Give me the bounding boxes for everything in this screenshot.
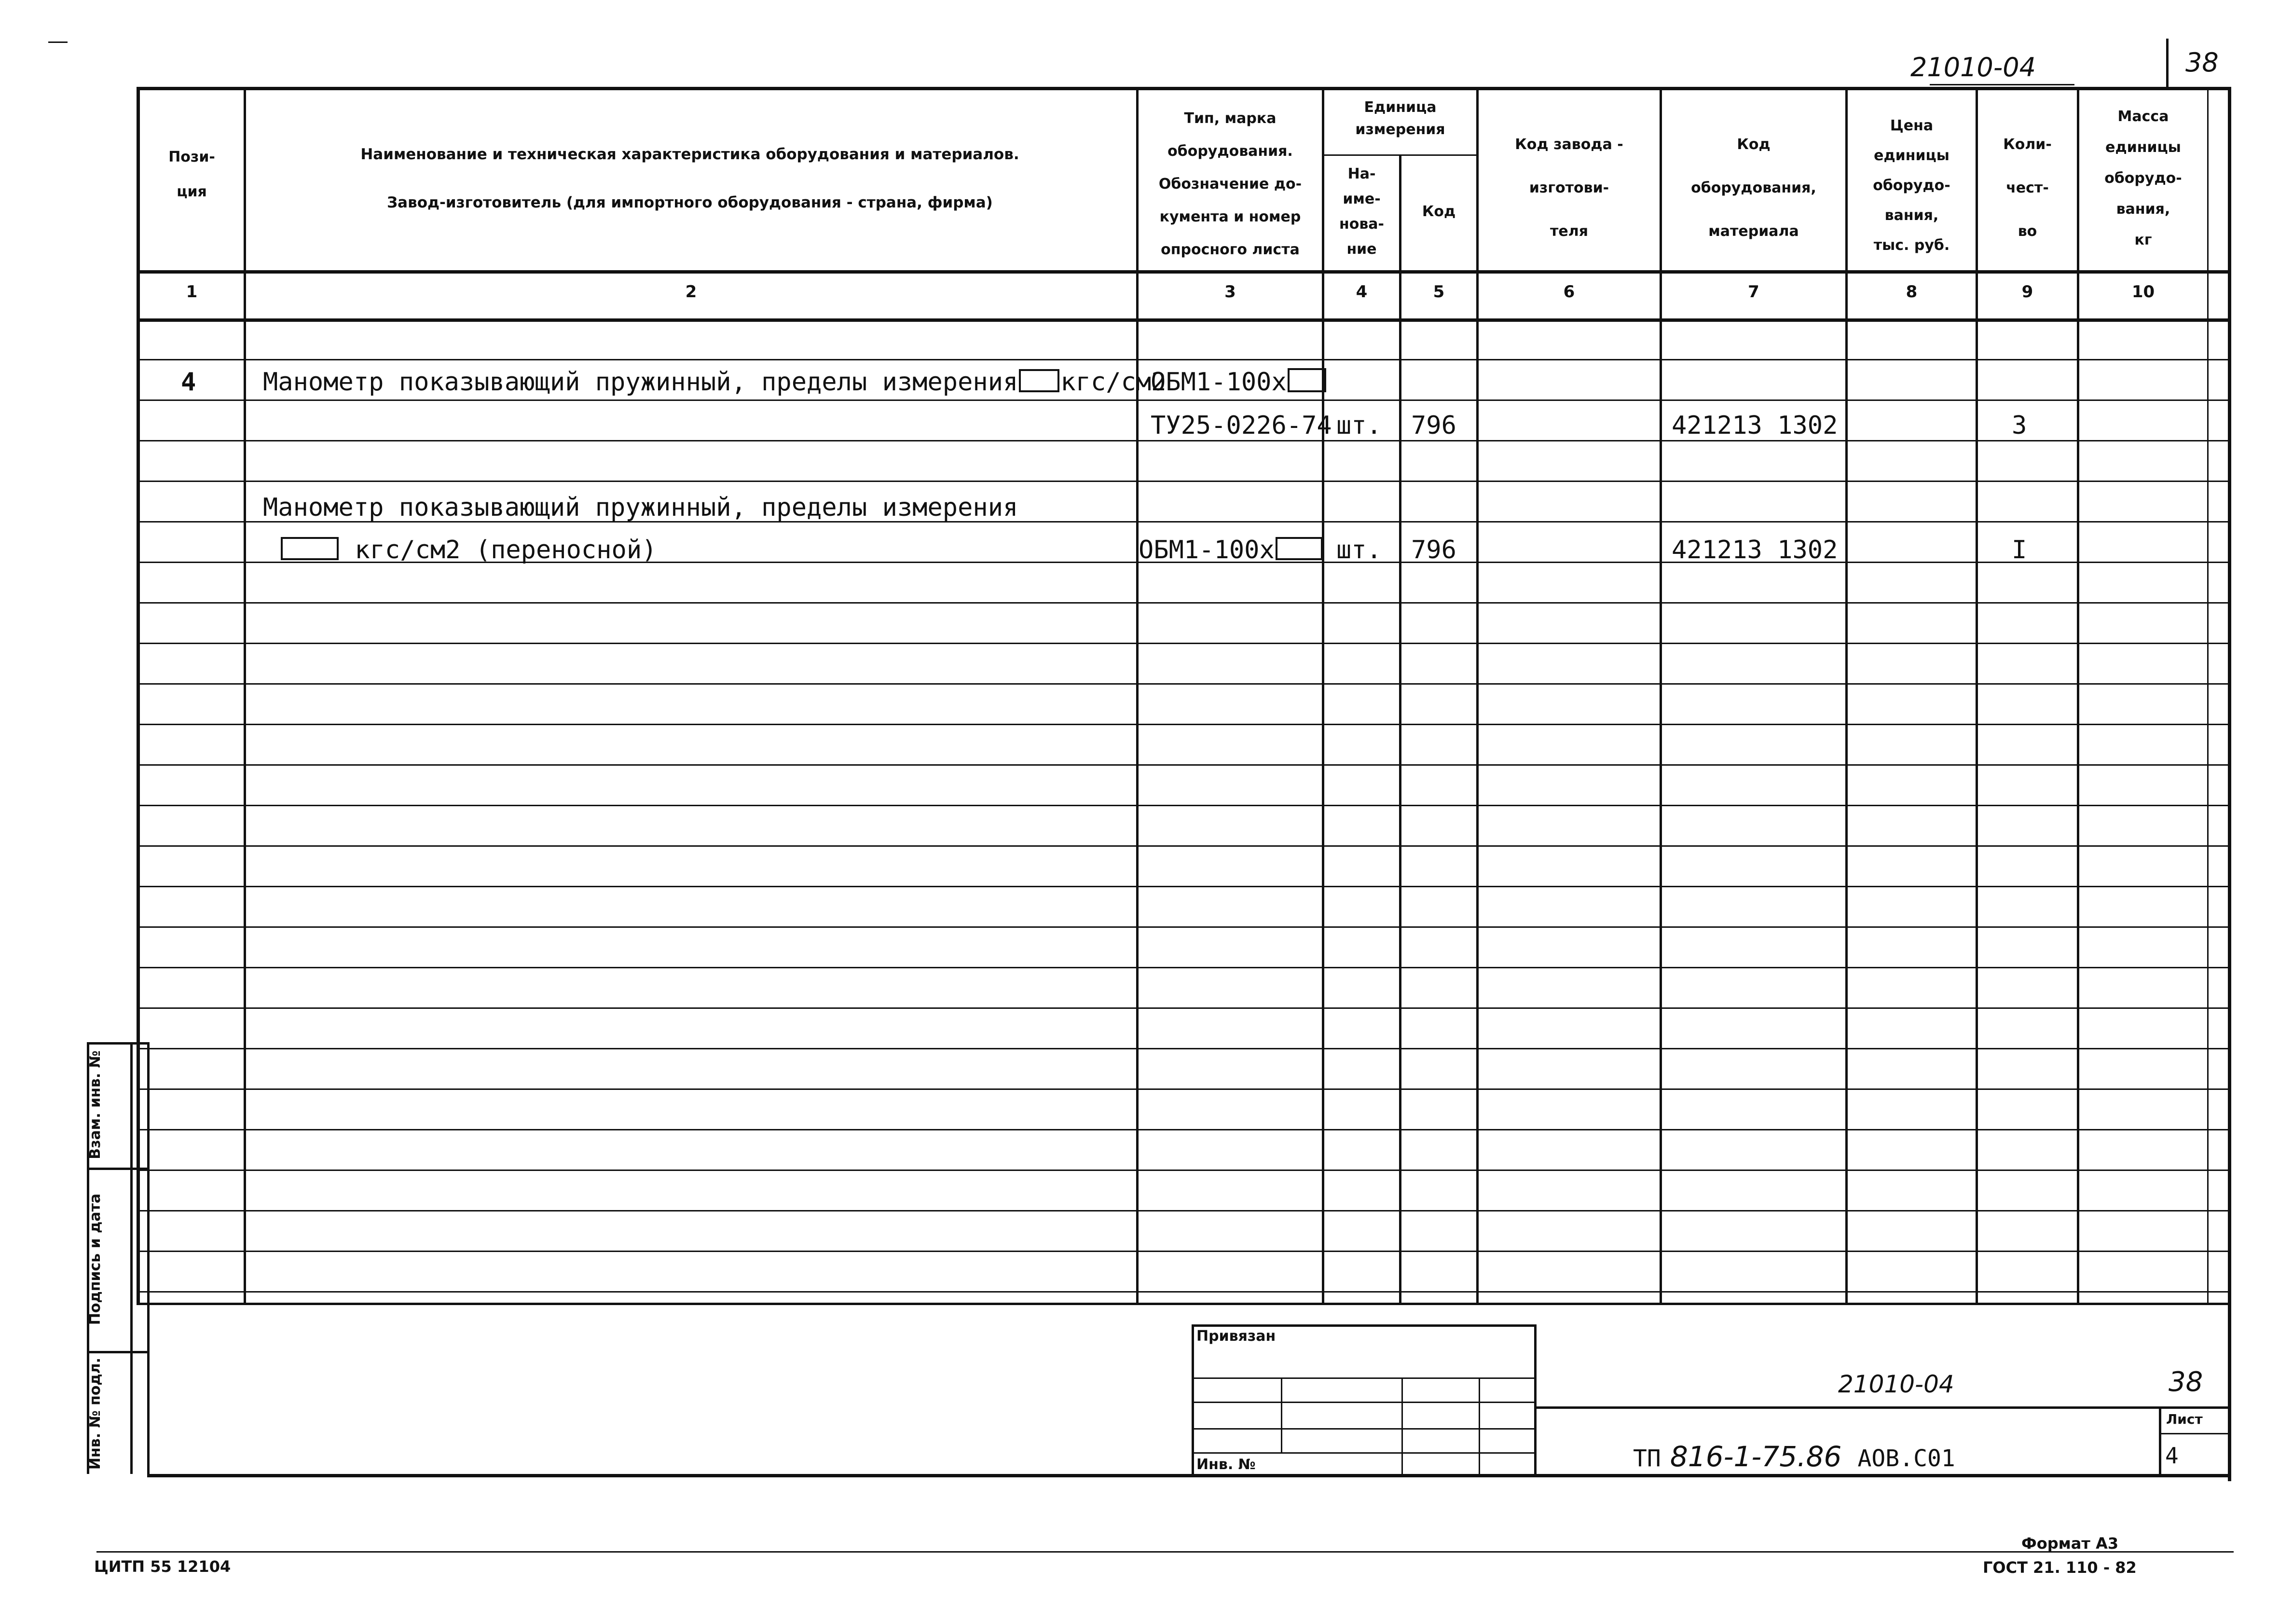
row4-material-code: 421213 1302 <box>1672 536 1838 564</box>
table-row-line <box>137 1251 2230 1252</box>
row1-name <box>263 368 1167 397</box>
table-row-line <box>137 1007 2230 1009</box>
side-strip-inner <box>130 1042 133 1474</box>
row3-name: Манометр показывающий пружинный, пределы измерения <box>263 493 1018 522</box>
footer-left: ЦИТП 55 12104 <box>94 1557 231 1576</box>
type-input-box <box>1288 368 1326 392</box>
sheet-number-top: 38 <box>2185 47 2219 78</box>
stamp-row-1 <box>1192 1377 1537 1379</box>
table-row-line <box>137 886 2230 887</box>
col-line-7 <box>1845 87 1848 1303</box>
table-row-line <box>137 481 2230 482</box>
side-label-signature-date: Подпись и дата <box>87 1193 104 1325</box>
frame-bottom <box>147 1474 2231 1477</box>
table-row-line <box>137 1088 2230 1090</box>
table-row-line <box>137 359 2230 360</box>
row4-name-text: кгс/см2 (переносной) <box>355 536 657 564</box>
frame-left <box>137 87 140 1303</box>
title-sheet-label: Лист <box>2166 1411 2203 1427</box>
header-unit-code: Код <box>1422 203 1456 220</box>
col-line-10 <box>2207 87 2209 1303</box>
col-number-10: 10 <box>2131 282 2155 302</box>
table-row-line <box>137 602 2230 604</box>
header-maker-code: Код завода - изготови- теля <box>1515 136 1623 240</box>
row1-position: 4 <box>181 368 196 397</box>
title-block-mid-line <box>1534 1406 2229 1409</box>
header-price: Цена единицы оборудо- вания, тыс. руб. <box>1873 117 1950 254</box>
stamp-col-1 <box>1281 1377 1282 1452</box>
frame-top <box>137 87 2230 90</box>
stamp-inv-no: Инв. № <box>1196 1456 1256 1473</box>
header-type: Тип, марка оборудования. Обозначение до- кумента и номер опросного листа <box>1158 110 1302 258</box>
side-label-replacement-inv: Взам. инв. № <box>87 1050 104 1159</box>
header-mass: Масса единицы оборудо- вания, кг <box>2104 108 2182 248</box>
table-row-line <box>137 967 2230 968</box>
col-line-5 <box>1476 87 1479 1303</box>
row4-type-text: ОБМ1-100х <box>1139 536 1275 564</box>
col-line-9 <box>2077 87 2079 1303</box>
header-position: Пози- ция <box>168 149 215 200</box>
table-row-line <box>137 1291 2230 1293</box>
table-row-line <box>137 764 2230 766</box>
header-name: Наименование и техническая характеристика оборудования и материалов. Завод-изготовитель (для импортного оборудования - страна, фирма) <box>360 146 1019 211</box>
row4-type <box>1139 536 1324 564</box>
title-sheet-number: 4 <box>2165 1443 2179 1469</box>
colnum-bottom-line <box>137 318 2230 322</box>
row1-type <box>1151 368 1327 397</box>
table-row-line <box>137 805 2230 806</box>
col-number-7: 7 <box>1748 282 1759 302</box>
row2-unit: шт. <box>1336 411 1382 440</box>
col-line-1 <box>244 87 246 1303</box>
table-row-line <box>137 1210 2230 1211</box>
row1-name-unit: кгс/см2 <box>1060 368 1167 397</box>
col-number-8: 8 <box>1906 282 1918 302</box>
table-row-line <box>137 724 2230 725</box>
table-row-line <box>137 1129 2230 1130</box>
title-tp <box>1633 1440 1955 1473</box>
range-input-box <box>1019 369 1059 392</box>
doc-code-top: 21010-04 <box>1910 52 2036 83</box>
header-equipment-code: Код оборудования, материала <box>1691 136 1816 240</box>
stamp-block-top <box>1192 1324 1537 1327</box>
title-tp-prefix: ТП <box>1633 1445 1661 1472</box>
table-row-line <box>137 440 2230 441</box>
range-input-box-2 <box>281 537 339 560</box>
stamp-col-2 <box>1401 1377 1403 1474</box>
title-tp-suffix: АОВ.С01 <box>1857 1445 1955 1472</box>
title-tp-number: 816-1-75.86 <box>1670 1440 1842 1473</box>
col-number-2: 2 <box>685 282 697 302</box>
row4-quantity: I <box>2012 536 2027 564</box>
row4-unit: шт. <box>1336 536 1382 564</box>
table-row-line <box>137 643 2230 644</box>
row2-type: ТУ25-0226-74 <box>1151 411 1332 440</box>
row4-name <box>280 536 657 564</box>
row1-name-text: Манометр показывающий пружинный, пределы измерения <box>263 368 1018 397</box>
row2-quantity: 3 <box>2012 411 2027 440</box>
col-line-3 <box>1322 87 1324 1303</box>
col-line-6 <box>1660 87 1662 1303</box>
footer-gost: ГОСТ 21. 110 - 82 <box>1983 1558 2137 1577</box>
sheet-number-top-divider <box>2166 39 2169 87</box>
title-doc-code: 21010-04 <box>1838 1370 1954 1398</box>
col-number-6: 6 <box>1563 282 1575 302</box>
col-line-2 <box>1136 87 1139 1303</box>
header-bottom-line <box>137 270 2230 274</box>
stamp-privyazan: Привязан <box>1196 1328 1276 1345</box>
top-left-dash <box>48 41 68 43</box>
row2-code: 796 <box>1411 411 1456 440</box>
type-input-box-2 <box>1276 537 1323 560</box>
table-end-line <box>137 1303 2230 1305</box>
table-row-line <box>137 1170 2230 1171</box>
unit-group-divider <box>1322 154 1476 156</box>
col-number-3: 3 <box>1224 282 1236 302</box>
table-row-line <box>137 845 2230 847</box>
footer-format: Формат А3 <box>2021 1534 2119 1553</box>
title-block-sheet-line <box>2159 1433 2229 1434</box>
stamp-col-3 <box>1479 1377 1480 1474</box>
table-row-line <box>137 926 2230 928</box>
row4-code: 796 <box>1411 536 1456 564</box>
frame-right <box>2228 87 2231 1481</box>
header-unit-name: На- име- нова- ние <box>1339 165 1385 258</box>
col-number-5: 5 <box>1433 282 1445 302</box>
row1-type-text: ОБМ1-100х <box>1151 368 1287 397</box>
table-row-line <box>137 683 2230 685</box>
title-block-sheet-divider <box>2159 1406 2161 1476</box>
col-number-1: 1 <box>186 282 198 302</box>
col-number-9: 9 <box>2021 282 2033 302</box>
title-sheet-top: 38 <box>2169 1366 2203 1398</box>
header-quantity: Коли- чест- во <box>2003 136 2052 240</box>
side-label-original-inv: Инв. № подл. <box>87 1357 104 1470</box>
table-row-line <box>137 399 2230 401</box>
footer-line <box>96 1551 2234 1553</box>
col-line-4 <box>1399 154 1401 1303</box>
col-line-8 <box>1976 87 1978 1303</box>
header-unit-group: Единица измерения <box>1355 99 1445 138</box>
row2-material-code: 421213 1302 <box>1672 411 1838 440</box>
stamp-row-2 <box>1192 1402 1537 1403</box>
stamp-row-4 <box>1192 1452 1537 1454</box>
stamp-row-3 <box>1192 1428 1537 1430</box>
side-strip-right <box>147 1042 150 1474</box>
table-row-line <box>137 1048 2230 1049</box>
top-line <box>1930 84 2074 85</box>
col-number-4: 4 <box>1356 282 1368 302</box>
